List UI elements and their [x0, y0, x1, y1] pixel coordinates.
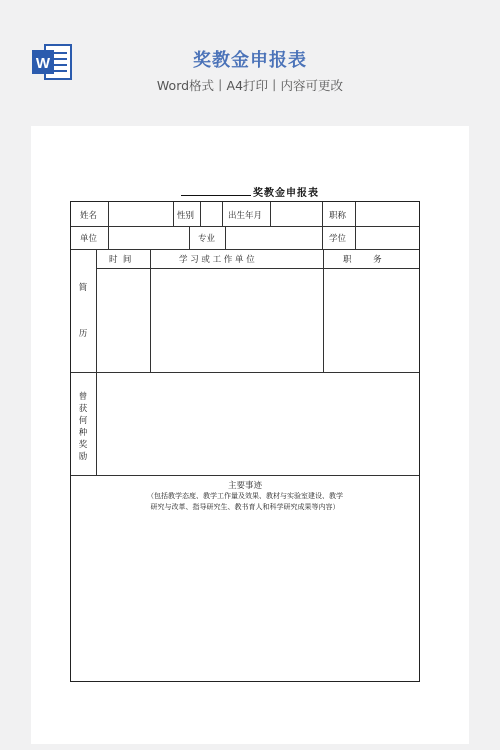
label-name: 姓名 [80, 211, 98, 221]
application-form [70, 201, 420, 682]
row-divider [71, 249, 419, 250]
col-place: 学 习 或 工 作 单 位 [179, 255, 255, 265]
main-deeds-note: （包括教学态度、教学工作量及效果、教材与实验室建设、教学 研究与改革、指导研究生、教书育人和科学研究成果等内容） [147, 492, 343, 511]
word-icon-letter: W [35, 55, 51, 72]
label-degree: 学位 [329, 234, 347, 244]
label-resume-bottom: 历 [78, 329, 88, 339]
row-divider [71, 226, 419, 227]
page-title: 奖教金申报表 [193, 50, 307, 71]
label-awards: 曾 获 何 种 奖 励 [78, 392, 88, 462]
label-resume-top: 简 [78, 283, 88, 293]
label-major: 专业 [198, 234, 216, 244]
doc-title: 奖教金申报表 [181, 184, 319, 199]
label-gender: 性别 [177, 211, 195, 221]
row-divider [71, 475, 419, 476]
main-deeds-title: 主要事迹 [227, 481, 262, 491]
col-time: 时 间 [109, 255, 132, 265]
row-divider [71, 372, 419, 373]
row-divider [96, 268, 419, 269]
label-title: 职称 [329, 211, 347, 221]
label-unit: 单位 [80, 234, 98, 244]
document-page [31, 126, 469, 744]
col-post: 职 务 [343, 255, 382, 265]
title-blank-line [181, 186, 251, 196]
page-subtitle: Word格式丨A4打印丨内容可更改 [156, 78, 344, 93]
label-birth: 出生年月 [228, 211, 263, 221]
